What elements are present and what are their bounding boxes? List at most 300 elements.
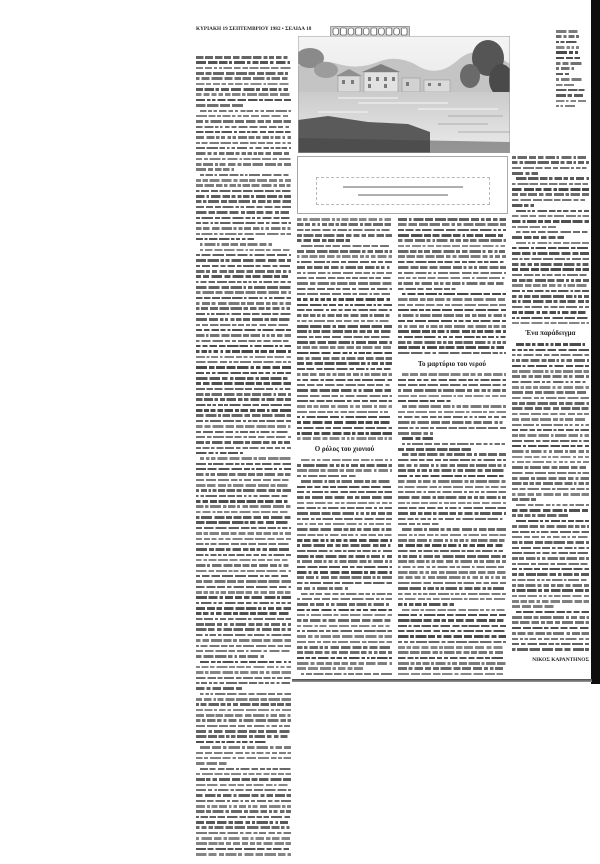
text-line <box>556 30 580 33</box>
text-line <box>196 131 291 134</box>
text-line <box>196 612 291 615</box>
text-line <box>196 452 243 455</box>
text-line <box>512 354 589 357</box>
text-line <box>512 440 589 443</box>
text-line <box>512 488 589 491</box>
text-line <box>398 464 506 467</box>
text-line <box>398 459 506 462</box>
text-line <box>398 507 506 510</box>
text-line <box>512 204 534 207</box>
text-line <box>297 464 392 467</box>
text-line <box>297 614 392 617</box>
text-line <box>196 195 291 198</box>
text-line <box>196 275 291 278</box>
text-line <box>398 635 506 638</box>
text-line <box>196 538 291 541</box>
text-line <box>512 295 589 298</box>
text-line <box>512 236 564 239</box>
text-line <box>512 568 589 571</box>
text-line <box>196 826 291 829</box>
text-line <box>512 407 589 410</box>
text-line <box>196 789 291 792</box>
text-line <box>196 163 291 166</box>
text-line <box>398 255 506 258</box>
text-line <box>196 730 291 733</box>
text-line <box>196 329 291 332</box>
text-line <box>398 544 506 547</box>
text-line <box>512 375 589 378</box>
text-line <box>398 560 506 563</box>
text-line <box>297 576 392 579</box>
text-line <box>512 215 589 218</box>
text-line <box>297 502 392 505</box>
text-line <box>297 282 392 285</box>
text-line <box>512 365 589 368</box>
text-line <box>398 416 506 419</box>
text-line <box>297 352 392 355</box>
text-line <box>398 512 506 515</box>
text-line <box>512 424 589 427</box>
text-line <box>398 352 506 355</box>
text-line <box>196 297 291 300</box>
text-line <box>512 418 589 421</box>
text-line <box>297 469 392 472</box>
text-line <box>196 126 291 129</box>
text-line <box>512 386 589 389</box>
text-line <box>297 298 392 301</box>
text-line <box>297 427 392 430</box>
text-line <box>196 211 291 214</box>
text-line <box>301 459 392 462</box>
text-line <box>297 566 392 569</box>
text-line <box>398 662 506 665</box>
text-line <box>512 472 589 475</box>
text-line <box>196 447 291 450</box>
text-line <box>196 206 291 209</box>
text-line <box>512 397 589 400</box>
text-line <box>512 199 589 202</box>
text-line <box>200 249 291 252</box>
photo-caption-box <box>297 156 508 214</box>
text-line <box>196 607 291 610</box>
text-line <box>196 431 291 434</box>
text-line <box>512 156 589 159</box>
text-line <box>196 628 291 631</box>
text-line <box>402 609 506 612</box>
text-line <box>512 498 536 501</box>
text-line <box>196 361 291 364</box>
text-line <box>398 411 506 414</box>
text-line <box>398 614 506 617</box>
text-line <box>402 437 433 440</box>
text-line <box>196 757 291 760</box>
text-line <box>402 293 506 296</box>
text-line <box>512 579 589 582</box>
text-line <box>512 311 589 314</box>
text-line <box>297 641 392 644</box>
subheading: Το μαρτύριο του νερού <box>417 360 487 368</box>
text-line <box>512 284 589 287</box>
text-line <box>516 177 589 180</box>
text-line <box>297 598 392 601</box>
text-line <box>196 61 291 64</box>
text-line <box>512 317 589 320</box>
text-line <box>200 746 291 749</box>
text-line <box>398 550 506 553</box>
text-line <box>196 671 291 674</box>
text-line <box>512 381 589 384</box>
text-line <box>196 238 256 241</box>
text-line <box>512 161 589 164</box>
text-line <box>398 480 506 483</box>
text-line <box>512 627 589 630</box>
text-line <box>196 441 291 444</box>
text-line <box>297 320 392 323</box>
text-line <box>196 463 291 466</box>
text-line <box>297 341 392 344</box>
text-line <box>297 651 392 654</box>
text-line <box>512 531 589 534</box>
text-line <box>196 473 291 476</box>
text-line <box>196 388 291 391</box>
text-line <box>398 641 506 644</box>
text-line <box>196 703 291 706</box>
text-line <box>196 436 291 439</box>
text-line <box>196 564 291 567</box>
text-line <box>512 563 589 566</box>
text-line <box>196 259 291 262</box>
text-line <box>512 322 589 325</box>
text-line <box>516 231 589 234</box>
text-line <box>398 432 433 435</box>
text-line <box>512 643 589 646</box>
text-line <box>512 573 589 576</box>
text-line <box>512 557 589 560</box>
text-line <box>196 93 291 96</box>
text-line <box>512 434 589 437</box>
text-line <box>196 602 291 605</box>
text-line <box>196 72 291 75</box>
text-line <box>512 226 556 229</box>
text-line <box>398 309 506 312</box>
text-line <box>398 630 506 633</box>
text-line <box>196 511 291 514</box>
text-line <box>297 523 392 526</box>
text-line <box>297 368 392 371</box>
article-photo <box>298 36 510 153</box>
text-line <box>398 566 506 569</box>
text-line <box>512 429 589 432</box>
text-line <box>512 525 589 528</box>
text-line <box>512 172 538 175</box>
text-line <box>297 560 392 563</box>
text-line <box>398 673 506 676</box>
text-line <box>398 389 506 392</box>
text-line <box>398 421 506 424</box>
text-line <box>402 373 506 376</box>
text-line <box>196 136 291 139</box>
text-line <box>512 252 589 255</box>
text-line <box>398 266 506 269</box>
text-line <box>398 261 506 264</box>
text-line <box>398 384 506 387</box>
text-line <box>297 416 392 419</box>
text-line <box>556 84 577 87</box>
text-line <box>512 306 589 309</box>
text-line <box>200 693 291 696</box>
text-line <box>512 589 589 592</box>
text-line <box>402 443 506 446</box>
text-line <box>196 265 291 268</box>
text-line <box>516 242 589 245</box>
text-line <box>398 330 506 333</box>
scan-edge-right <box>591 0 600 684</box>
text-line <box>196 425 291 428</box>
text-line <box>196 227 291 230</box>
text-line <box>297 357 392 360</box>
text-line <box>398 346 506 349</box>
text-line <box>196 393 291 396</box>
text-line <box>512 605 554 608</box>
caption-line <box>343 186 463 188</box>
article-column-3 <box>398 218 506 676</box>
text-line <box>512 536 589 539</box>
text-line <box>398 314 506 317</box>
text-line <box>512 600 589 603</box>
text-line <box>196 479 291 482</box>
text-line <box>398 250 506 253</box>
text-line <box>512 638 589 641</box>
text-line <box>398 325 506 328</box>
text-line <box>196 559 291 562</box>
text-line <box>398 651 506 654</box>
text-line <box>512 167 589 170</box>
text-line <box>556 57 580 60</box>
text-line <box>398 475 506 478</box>
text-line <box>196 800 291 803</box>
text-line <box>196 404 291 407</box>
text-line <box>402 405 506 408</box>
text-line <box>196 120 291 123</box>
text-line <box>398 218 506 221</box>
text-line <box>297 534 392 537</box>
text-line <box>398 304 506 307</box>
text-line <box>196 543 291 546</box>
text-line <box>512 547 589 550</box>
text-line <box>398 582 506 585</box>
text-line <box>556 100 586 103</box>
text-line <box>200 768 291 771</box>
author-byline: ΝΙΚΟΣ ΚΑΡΑΝΤΗΝΟΣ <box>532 657 589 663</box>
text-line <box>196 382 291 385</box>
text-line <box>196 88 291 91</box>
text-line <box>556 41 577 44</box>
text-line <box>196 682 291 685</box>
text-line <box>512 584 589 587</box>
text-line <box>301 245 392 248</box>
text-line <box>297 657 392 660</box>
text-line <box>297 346 392 349</box>
text-line <box>512 595 589 598</box>
text-line <box>297 571 392 574</box>
text-line <box>398 667 506 670</box>
text-line <box>196 302 291 305</box>
text-line <box>297 555 392 558</box>
text-line <box>556 78 583 81</box>
text-line <box>200 110 291 113</box>
text-line <box>196 816 291 819</box>
text-line <box>297 491 392 494</box>
text-line <box>297 336 392 339</box>
text-line <box>398 555 506 558</box>
text-line <box>196 570 291 573</box>
text-line <box>398 502 506 505</box>
text-line <box>398 491 506 494</box>
text-line <box>398 395 506 398</box>
text-line <box>196 56 291 59</box>
text-line <box>297 603 392 606</box>
text-line <box>196 345 291 348</box>
text-line <box>196 762 227 765</box>
text-line <box>398 571 506 574</box>
text-line <box>196 596 291 599</box>
text-line <box>512 445 589 448</box>
text-line <box>196 586 291 589</box>
text-line <box>196 500 291 503</box>
text-line <box>196 217 291 220</box>
text-line <box>398 341 506 344</box>
text-line <box>398 646 506 649</box>
text-line <box>297 389 392 392</box>
text-line <box>556 51 578 54</box>
text-line <box>297 635 392 638</box>
text-line <box>196 548 291 551</box>
text-line <box>196 350 291 353</box>
text-line <box>196 372 291 375</box>
text-line <box>196 318 291 321</box>
text-line <box>196 340 291 343</box>
text-line <box>196 67 291 70</box>
text-line <box>297 437 392 440</box>
text-line <box>196 99 291 102</box>
text-line <box>297 550 392 553</box>
text-line <box>297 314 392 317</box>
caption-frame <box>316 177 490 205</box>
subheading: Ένα παράδειγμα <box>525 329 576 337</box>
text-line <box>196 409 291 412</box>
text-line <box>196 179 291 182</box>
text-line <box>297 475 356 478</box>
text-line <box>196 639 291 642</box>
subheading: Ο ρόλος του χιονιού <box>314 445 375 453</box>
text-line <box>512 258 589 261</box>
text-line <box>196 554 291 557</box>
text-line <box>512 456 589 459</box>
text-line <box>196 853 291 856</box>
text-line <box>297 518 392 521</box>
text-line <box>196 719 291 722</box>
text-line <box>556 67 574 70</box>
text-line <box>196 158 291 161</box>
text-line <box>297 373 392 376</box>
text-line <box>196 821 291 824</box>
text-line <box>512 552 589 555</box>
text-line <box>556 73 573 76</box>
article-photo-image <box>298 36 510 153</box>
text-line <box>196 575 291 578</box>
text-line <box>512 509 589 512</box>
text-line <box>398 234 506 237</box>
text-line <box>196 200 291 203</box>
text-line <box>512 268 589 271</box>
text-line <box>196 810 291 813</box>
text-line <box>196 741 269 744</box>
text-line <box>512 349 589 352</box>
text-line <box>196 521 291 524</box>
text-line <box>196 623 291 626</box>
text-line <box>196 645 291 648</box>
text-line <box>196 805 291 808</box>
text-line <box>196 281 291 284</box>
text-line <box>196 286 291 289</box>
text-line <box>398 320 506 323</box>
text-line <box>512 370 589 373</box>
text-line <box>196 784 291 787</box>
text-line <box>196 495 291 498</box>
text-line <box>297 582 392 585</box>
text-line <box>297 528 392 531</box>
text-line <box>556 105 576 108</box>
text-line <box>512 466 589 469</box>
text-line <box>512 616 589 619</box>
text-line <box>196 254 291 257</box>
text-line <box>297 250 392 253</box>
text-line <box>398 298 506 301</box>
text-line <box>512 391 589 394</box>
text-line <box>398 496 506 499</box>
text-line <box>196 152 291 155</box>
text-line <box>297 288 392 291</box>
text-line <box>398 239 506 242</box>
text-line <box>297 218 392 221</box>
article-column-4 <box>512 156 589 653</box>
text-line <box>297 587 348 590</box>
text-line <box>512 477 589 480</box>
text-line <box>512 359 589 362</box>
text-line <box>200 243 272 246</box>
text-line <box>512 279 589 282</box>
text-line <box>297 667 363 670</box>
text-line <box>512 632 589 635</box>
text-line <box>398 657 506 660</box>
text-line <box>196 270 291 273</box>
text-line <box>196 650 291 653</box>
text-line <box>196 698 291 701</box>
text-line <box>398 400 454 403</box>
text-line <box>398 469 506 472</box>
text-line <box>297 379 392 382</box>
text-line <box>297 507 392 510</box>
text-line <box>196 484 291 487</box>
text-line <box>512 648 589 651</box>
text-line <box>398 282 506 285</box>
text-line <box>512 263 589 266</box>
text-line <box>196 489 291 492</box>
text-line <box>297 405 392 408</box>
text-line <box>398 593 506 596</box>
text-line <box>196 324 291 327</box>
text-line <box>297 432 392 435</box>
